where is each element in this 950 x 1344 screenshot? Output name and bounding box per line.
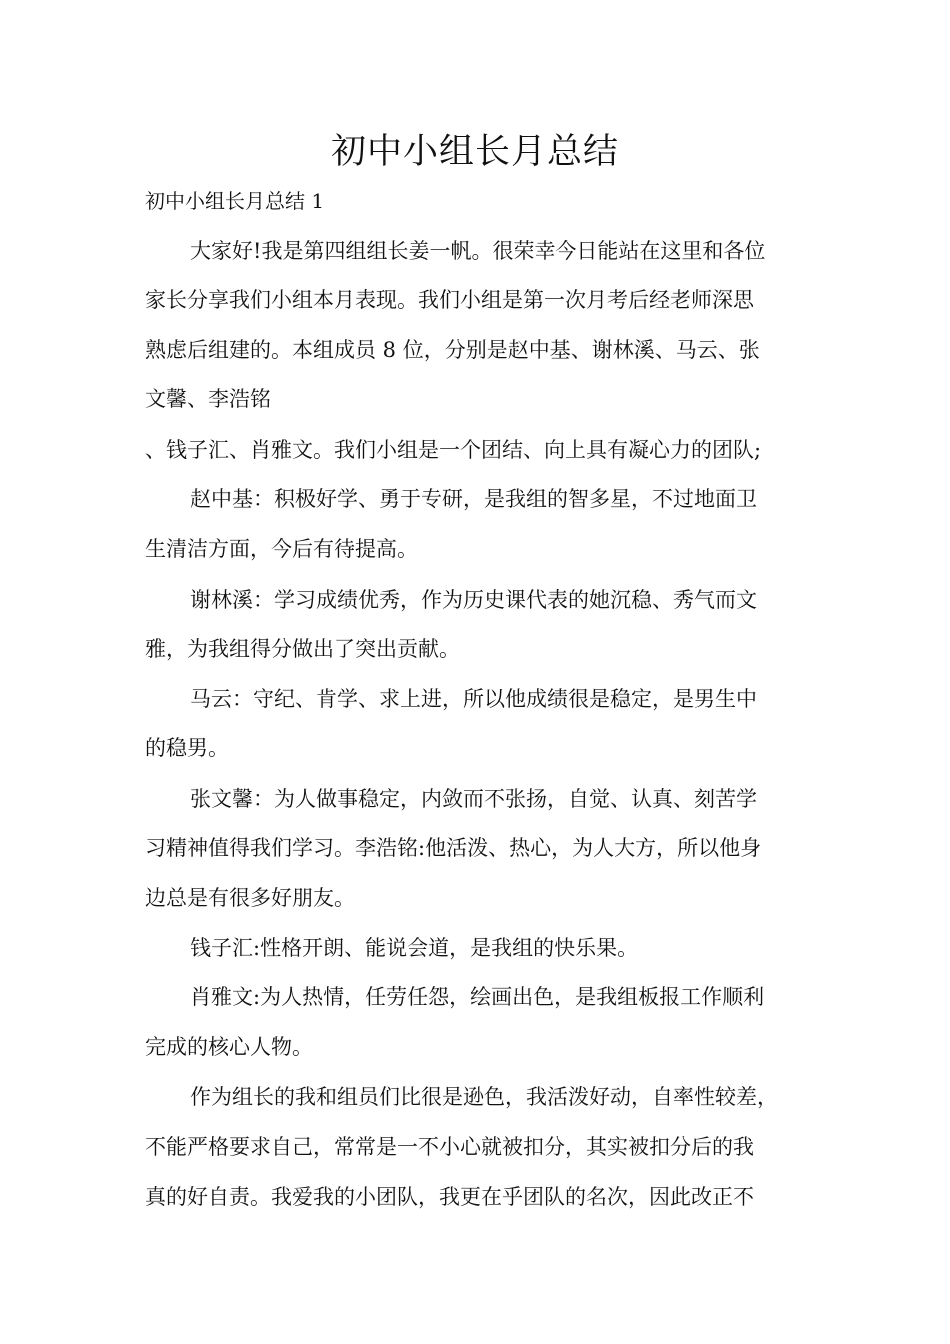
text-line: 文馨、李浩铭 xyxy=(145,387,271,411)
text-line: 钱子汇:性格开朗、能说会道，是我组的快乐果。 xyxy=(190,936,639,960)
text-line: 边总是有很多好朋友。 xyxy=(145,886,355,910)
text-line: 家长分享我们小组本月表现。我们小组是第一次月考后经老师深思 xyxy=(145,288,754,312)
text-line: 习精神值得我们学习。李浩铭:他活泼、热心，为人大方，所以他身 xyxy=(145,836,762,860)
text-line: 完成的核心人物。 xyxy=(145,1035,313,1059)
text-line: 大家好!我是第四组组长姜一帆。很荣幸今日能站在这里和各位 xyxy=(190,239,766,263)
text-line: 马云：守纪、肯学、求上进，所以他成绩很是稳定，是男生中 xyxy=(190,687,757,711)
text-line: 张文馨：为人做事稳定，内敛而不张扬，自觉、认真、刻苦学 xyxy=(190,787,757,811)
text-line: 谢林溪：学习成绩优秀，作为历史课代表的她沉稳、秀气而文 xyxy=(190,588,757,612)
text-line: 不能严格要求自己，常常是一不小心就被扣分，其实被扣分后的我 xyxy=(145,1135,754,1159)
document-subtitle: 初中小组长月总结 1 xyxy=(145,189,325,213)
text-line: 的稳男。 xyxy=(145,736,229,760)
text-line: 赵中基：积极好学、勇于专研，是我组的智多星，不过地面卫 xyxy=(190,487,757,511)
text-line: 作为组长的我和组员们比很是逊色，我活泼好动，自率性较差， xyxy=(190,1085,778,1109)
text-line: 真的好自责。我爱我的小团队，我更在乎团队的名次，因此改正不 xyxy=(145,1185,754,1209)
text-line: 、钱子汇、肖雅文。我们小组是一个团结、向上具有凝心力的团队; xyxy=(145,438,762,462)
document-title: 初中小组长月总结 xyxy=(330,132,619,172)
text-line: 生清洁方面，今后有待提高。 xyxy=(145,537,418,561)
text-line: 雅，为我组得分做出了突出贡献。 xyxy=(145,637,460,661)
text-line: 熟虑后组建的。本组成员 8 位，分别是赵中基、谢林溪、马云、张 xyxy=(145,338,760,362)
text-line: 肖雅文:为人热情，任劳任怨，绘画出色，是我组板报工作顺利 xyxy=(190,985,765,1009)
